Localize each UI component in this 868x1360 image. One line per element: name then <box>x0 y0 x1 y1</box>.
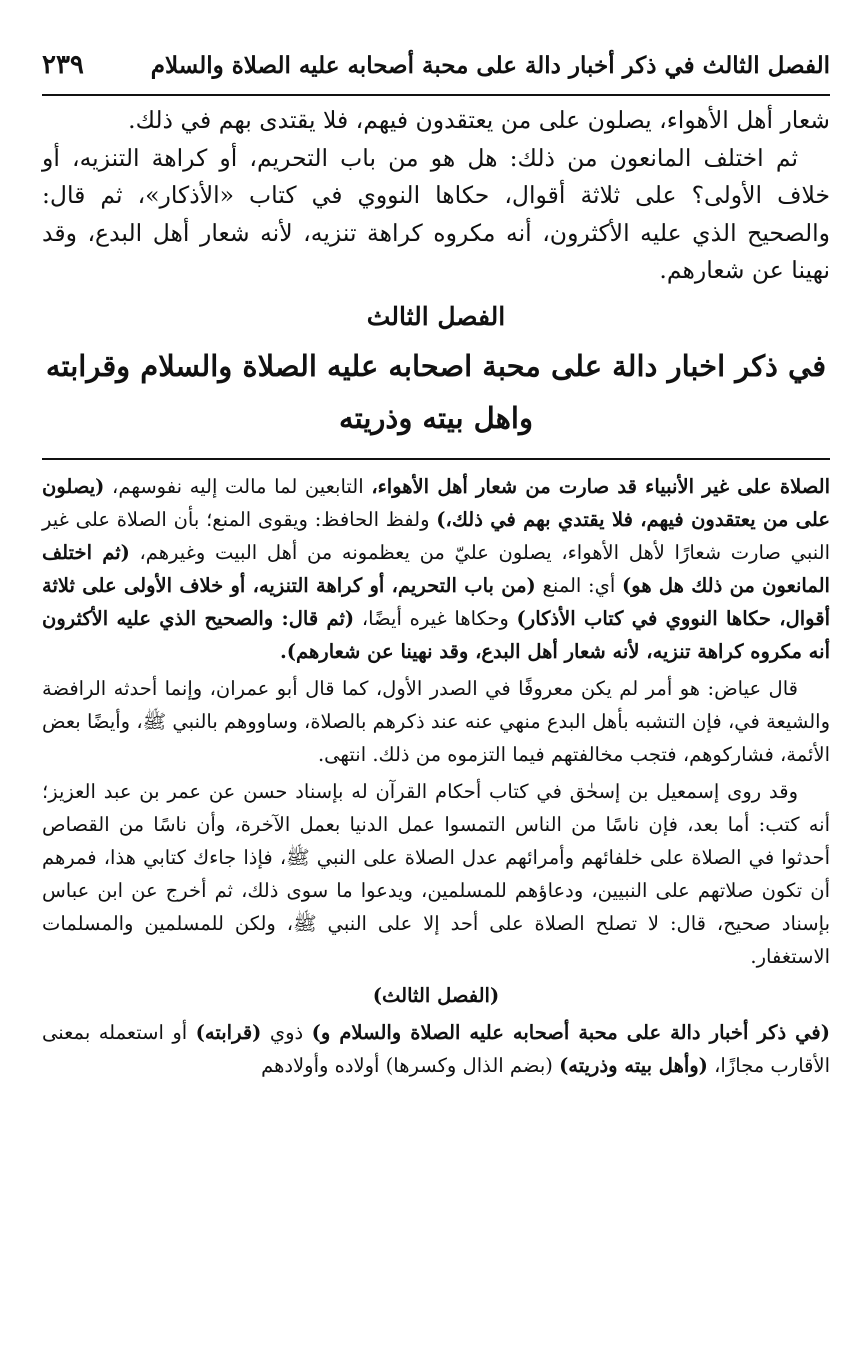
commentary-run: (وأهل بيته وذريته) <box>559 1053 708 1077</box>
main-paragraph-1: شعار أهل الأهواء، يصلون على من يعتقدون فيهم، فلا يقتدى بهم في ذلك. <box>128 106 830 134</box>
commentary-run: أو استعمله بمعنى الأقارب مجازًا، <box>42 1020 830 1077</box>
commentary-run: وحكاها غيره أيضًا، <box>354 606 517 630</box>
commentary-run: (ثم اختلف المانعون من ذلك هل هو) <box>42 540 830 597</box>
commentary-paragraph-5 <box>42 1016 830 1082</box>
commentary-run: (بضم الذال وكسرها) أولاده وأولادهم <box>261 1053 560 1077</box>
commentary-run: أي: المنع <box>535 573 623 597</box>
commentary-paragraph-3: وقد روى إسمعيل بن إسحٰق في كتاب أحكام القرآن له بإسناد حسن عن عمر بن عبد العزيز؛ أنه كتب: أما بعد، فإن ناسًا من الناس التمسوا عمل الدنيا بعمل الآخرة، وأن ناسًا من القصاص أحدثوا في الصلاة على خلفائهم وأمرائهم عدل الصلاة على النبي ﷺ، فإذا جاءك كتابي هذا، فمرهم أن تكون صلاتهم على النبيين، ودعاؤهم للمسلمين، ويدعوا ما سوى ذلك، ثم أخرج عن ابن عباس بإسناد صحيح، قال: لا تصلح الصلاة على أحد إلا على النبي ﷺ، ولكن للمسلمين والمسلمات الاستغفار. <box>42 779 830 968</box>
commentary-run: التابعين لما مالت إليه نفوسهم، <box>104 474 372 498</box>
header-rule <box>42 94 830 96</box>
commentary-section-title: (الفصل الثالث) <box>372 983 500 1007</box>
commentary-paragraph-1 <box>42 470 830 668</box>
commentary-run: ولفظ الحافظ: ويقوى المنع؛ بأن الصلاة على غير النبي صارت شعارًا لأهل الأهواء، يصلون عليّ من يعظمونه من أهل البيت وغيرهم، <box>42 507 830 564</box>
commentary-run: ذوي <box>261 1020 312 1044</box>
section-subtitle: في ذكر اخبار دالة على محبة اصحابه عليه الصلاة والسلام وقرابته واهل بيته وذريته <box>45 348 827 435</box>
main-text <box>42 102 830 290</box>
commentary <box>42 470 830 1082</box>
commentary-run: (قرابته) <box>195 1020 262 1044</box>
commentary-run: (من باب التحريم، أو كراهة التنزيه، أو خلاف الأولى على ثلاثة أقوال، حكاها النووي في كتاب الأذكار) <box>42 573 830 630</box>
commentary-run: (يصلون على من يعتقدون فيهم، فلا يقتدي بهم في ذلك،) <box>42 474 830 531</box>
commentary-run: (ثم قال: والصحيح الذي عليه الأكثرون أنه مكروه كراهة تنزيه، لأنه شعار أهل البدع، وقد نهينا عن شعارهم). <box>42 606 830 663</box>
commentary-run: الصلاة على غير الأنبياء قد صارت من شعار أهل الأهواء، <box>371 474 830 498</box>
page-number: ٢٣٩ <box>42 50 84 80</box>
main-paragraph-2: ثم اختلف المانعون من ذلك: هل هو من باب التحريم، أو كراهة التنزيه، أو خلاف الأولى؟ على ثلاثة أقوال، حكاها النووي في كتاب «الأذكار»، ثم قال: والصحيح الذي عليه الأكثرون، أنه مكروه كراهة تنزيه، لأنه شعار أهل البدع، وقد نهينا عن شعارهم. <box>42 143 830 284</box>
commentary-run: (في ذكر أخبار دالة على محبة أصحابه عليه الصلاة والسلام و) <box>311 1020 830 1044</box>
header-title: الفصل الثالث في ذكر أخبار دالة على محبة أصحابه عليه الصلاة والسلام <box>150 52 830 79</box>
commentary-rule <box>42 458 830 460</box>
running-header <box>42 50 830 90</box>
section-title: الفصل الثالث <box>366 301 506 331</box>
commentary-paragraph-2: قال عياض: هو أمر لم يكن معروفًا في الصدر الأول، كما قال أبو عمران، وإنما أحدثه الرافضة والشيعة في، فإن التشبه بأهل البدع منهي عنه عند ذكرهم بالصلاة، وساووهم بالنبي ﷺ، وأيضًا بعض الأئمة، فشاركوهم، فتجب مخالفتهم فيما التزموه من ذلك. انتهى. <box>42 676 830 766</box>
